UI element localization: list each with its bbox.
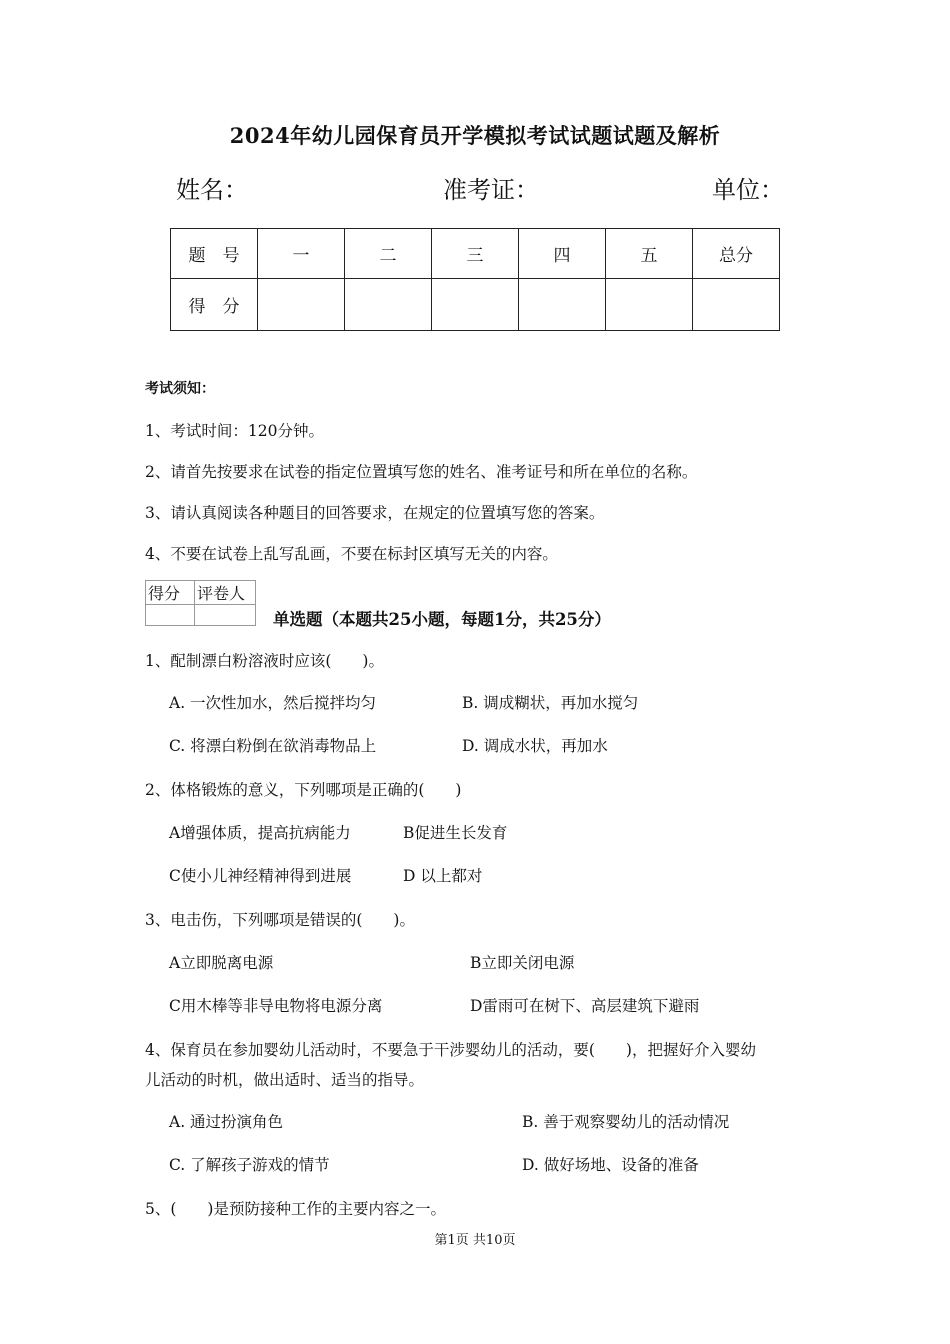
question-2-option-b: B促进生长发育 [403,824,508,842]
score-table-header-row [171,229,780,279]
grader-score-cell [146,605,195,626]
grader-reviewer-cell [195,605,256,626]
notice-heading: 考试须知： [145,381,215,397]
score-cell-4 [519,279,606,331]
score-cell-total [693,279,780,331]
question-3-option-c: C用木棒等非导电物将电源分离 [169,997,383,1015]
notice-item-3: 3、请认真阅读各种题目的回答要求，在规定的位置填写您的答案。 [145,504,605,522]
question-3-stem: 3、电击伤，下列哪项是错误的( )。 [145,911,415,929]
question-4-stem-line-1: 4、保育员在参加婴幼儿活动时，不要急于干涉婴幼儿的活动，要( )，把握好介入婴幼 [145,1041,756,1059]
score-header-1: 一 [258,229,345,279]
section-heading: 单选题（本题共25小题，每题1分，共25分） [273,610,611,629]
score-table [170,228,780,331]
name-label: 姓名： [176,176,248,204]
score-cell-5 [606,279,693,331]
question-3-option-a: A立即脱离电源 [169,954,274,972]
score-header-3: 三 [432,229,519,279]
question-1-option-c: C. 将漂白粉倒在欲消毒物品上 [169,737,377,755]
score-header-question-no: 题 号 [171,229,258,279]
question-3-option-b: B立即关闭电源 [470,954,575,972]
score-header-2: 二 [345,229,432,279]
question-1-option-a: A. 一次性加水，然后搅拌均匀 [169,694,377,712]
score-header-4: 四 [519,229,606,279]
score-header-total: 总分 [693,229,780,279]
notice-item-1: 1、考试时间：120分钟。 [145,422,324,440]
question-2-option-c: C使小儿神经精神得到进展 [169,867,352,885]
grader-score-label: 得分 [146,581,195,605]
score-table-score-row [171,279,780,331]
score-row-label: 得 分 [171,279,258,331]
grader-reviewer-label: 评卷人 [195,581,256,605]
question-2-option-d: D 以上都对 [403,867,483,885]
question-1-stem: 1、配制漂白粉溶液时应该( )。 [145,652,384,670]
question-2-stem: 2、体格锻炼的意义，下列哪项是正确的( ) [145,781,462,799]
question-3-option-d: D雷雨可在树下、高层建筑下避雨 [470,997,700,1015]
grader-box [145,580,256,626]
question-4-option-d: D. 做好场地、设备的准备 [522,1156,699,1174]
exam-number-label: 准考证： [443,176,539,204]
notice-item-2: 2、请首先按要求在试卷的指定位置填写您的姓名、准考证号和所在单位的名称。 [145,463,698,481]
question-4-option-a: A. 通过扮演角色 [169,1113,284,1131]
score-cell-1 [258,279,345,331]
notice-item-4: 4、不要在试卷上乱写乱画，不要在标封区填写无关的内容。 [145,545,558,563]
question-1-option-d: D. 调成水状，再加水 [462,737,608,755]
page-title: 2024年幼儿园保育员开学模拟考试试题试题及解析 [229,123,721,148]
score-cell-3 [432,279,519,331]
page-footer: 第1页 共10页 [434,1233,516,1248]
question-5-stem: 5、( )是预防接种工作的主要内容之一。 [145,1200,446,1218]
question-2-option-a: A增强体质，提高抗病能力 [169,824,351,842]
score-cell-2 [345,279,432,331]
unit-label: 单位： [712,176,784,204]
question-4-option-b: B. 善于观察婴幼儿的活动情况 [522,1113,730,1131]
question-1-option-b: B. 调成糊状，再加水搅匀 [462,694,639,712]
question-4-stem-line-2: 儿活动的时机，做出适时、适当的指导。 [145,1071,425,1089]
score-header-5: 五 [606,229,693,279]
question-4-option-c: C. 了解孩子游戏的情节 [169,1156,330,1174]
